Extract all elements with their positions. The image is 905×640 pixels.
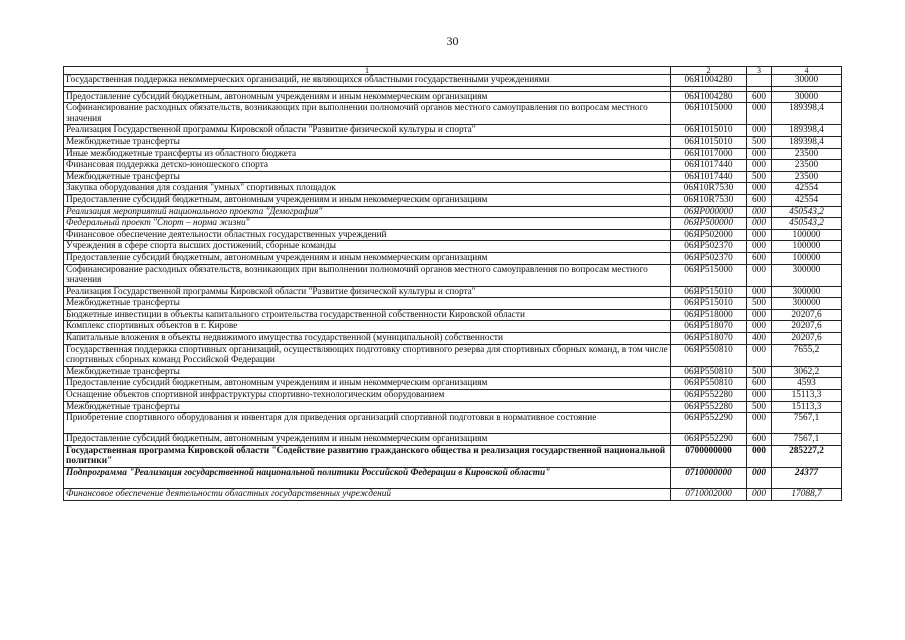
table-row xyxy=(64,136,842,148)
row-name: Межбюджетные трансферты xyxy=(64,401,671,413)
row-vr: 000 xyxy=(747,218,772,230)
row-vr: 000 xyxy=(747,264,772,286)
row-vr: 000 xyxy=(747,445,772,467)
row-sum: 15113,3 xyxy=(772,401,842,413)
row-vr: 000 xyxy=(747,183,772,195)
row-sum: 42554 xyxy=(772,183,842,195)
table-row xyxy=(64,333,842,345)
row-name: Иные межбюджетные трансферты из областного бюджета xyxy=(64,148,671,160)
table-row xyxy=(64,75,842,87)
row-name: Учреждения в сфере спорта высших достижений, сборные команды xyxy=(64,241,671,253)
row-code: 06ЯР502370 xyxy=(671,241,747,253)
row-sum: 7567,1 xyxy=(772,413,842,434)
row-code: 06ЯР502000 xyxy=(671,229,747,241)
table-row xyxy=(64,321,842,333)
row-code: 06ЯР500000 xyxy=(671,218,747,230)
table-row xyxy=(64,366,842,378)
row-name: Предоставление субсидий бюджетным, автономным учреждениям и иным некоммерческим организациям xyxy=(64,434,671,446)
row-name: Предоставление субсидий бюджетным, автономным учреждениям и иным некоммерческим организациям xyxy=(64,194,671,206)
row-code: 06ЯР550810 xyxy=(671,366,747,378)
row-vr: 400 xyxy=(747,333,772,345)
row-vr: 000 xyxy=(747,489,772,501)
row-sum: 300000 xyxy=(772,286,842,298)
row-vr: 500 xyxy=(747,298,772,310)
table-row xyxy=(64,160,842,172)
row-sum: 23500 xyxy=(772,171,842,183)
row-code: 0700000000 xyxy=(671,445,747,467)
row-code: 06Я10R7530 xyxy=(671,194,747,206)
row-vr: 600 xyxy=(747,378,772,390)
row-code: 06ЯР552280 xyxy=(671,401,747,413)
row-name: Федеральный проект "Спорт – норма жизни" xyxy=(64,218,671,230)
row-name: Закупка оборудования для создания "умных" спортивных площадок xyxy=(64,183,671,195)
table-row xyxy=(64,309,842,321)
table-row xyxy=(64,148,842,160)
row-vr: 000 xyxy=(747,286,772,298)
row-sum: 300000 xyxy=(772,298,842,310)
row-name: Финансовая поддержка детско-юношеского спорта xyxy=(64,160,671,172)
budget-table xyxy=(63,66,842,501)
row-code: 0710002000 xyxy=(671,489,747,501)
row-code: 06Я1015000 xyxy=(671,103,747,125)
row-code: 06Я1017440 xyxy=(671,160,747,172)
row-code: 06ЯР552290 xyxy=(671,413,747,434)
row-code: 06ЯР515010 xyxy=(671,286,747,298)
row-code: 06Я1017440 xyxy=(671,171,747,183)
row-vr: 000 xyxy=(747,413,772,434)
row-code: 06ЯР518000 xyxy=(671,309,747,321)
row-name: Предоставление субсидий бюджетным, автономным учреждениям и иным некоммерческим организациям xyxy=(64,91,671,103)
row-sum: 300000 xyxy=(772,264,842,286)
row-name: Реализация Государственной программы Кировской области "Развитие физической культуры и спорта" xyxy=(64,125,671,137)
header-col-1: 1 xyxy=(64,67,671,75)
table-row xyxy=(64,125,842,137)
row-code: 06ЯР552280 xyxy=(671,390,747,402)
row-code: 06Я10R7530 xyxy=(671,183,747,195)
row-name: Комплекс спортивных объектов в г. Кирове xyxy=(64,321,671,333)
row-code: 06ЯР000000 xyxy=(671,206,747,218)
table-row xyxy=(64,344,842,366)
row-name: Государственная программа Кировской области "Содействие развитию гражданского общества и реализация государственной национальной политики" xyxy=(64,445,671,467)
row-name: Межбюджетные трансферты xyxy=(64,366,671,378)
row-vr: 000 xyxy=(747,321,772,333)
row-sum: 20207,6 xyxy=(772,333,842,345)
row-sum: 450543,2 xyxy=(772,218,842,230)
row-sum: 4593 xyxy=(772,378,842,390)
table-row xyxy=(64,445,842,467)
row-vr: 500 xyxy=(747,401,772,413)
row-vr: 000 xyxy=(747,468,772,489)
row-code: 06ЯР550810 xyxy=(671,378,747,390)
table-row xyxy=(64,194,842,206)
row-vr: 500 xyxy=(747,366,772,378)
row-name: Оснащение объектов спортивной инфраструктуры спортивно-технологическим оборудованием xyxy=(64,390,671,402)
table-row xyxy=(64,489,842,501)
table-row xyxy=(64,218,842,230)
row-vr: 600 xyxy=(747,91,772,103)
row-name: Софинансирование расходных обязательств, возникающих при выполнении полномочий органов местного самоуправления по вопросам местного значения xyxy=(64,103,671,125)
row-name: Реализация Государственной программы Кировской области "Развитие физической культуры и спорта" xyxy=(64,286,671,298)
row-vr: 000 xyxy=(747,125,772,137)
row-sum: 20207,6 xyxy=(772,309,842,321)
row-code: 06ЯР515010 xyxy=(671,298,747,310)
row-code: 06ЯР502370 xyxy=(671,252,747,264)
row-name: Приобретение спортивного оборудования и инвентаря для приведения организаций спортивной подготовки в нормативное состояние xyxy=(64,413,671,434)
row-name: Межбюджетные трансферты xyxy=(64,136,671,148)
row-vr: 000 xyxy=(747,309,772,321)
row-code: 06ЯР518070 xyxy=(671,321,747,333)
row-code: 06Я1004280 xyxy=(671,91,747,103)
row-code: 06Я1017000 xyxy=(671,148,747,160)
page-number: 30 xyxy=(446,34,459,48)
row-name: Подпрограмма "Реализация государственной национальной политики Российской Федерации в Кировской области" xyxy=(64,468,671,489)
row-name: Предоставление субсидий бюджетным, автономным учреждениям и иным некоммерческим организациям xyxy=(64,378,671,390)
row-sum: 23500 xyxy=(772,160,842,172)
table-row xyxy=(64,183,842,195)
row-code: 06ЯР552290 xyxy=(671,434,747,446)
row-sum: 17088,7 xyxy=(772,489,842,501)
row-vr: 000 xyxy=(747,229,772,241)
row-vr: 000 xyxy=(747,103,772,125)
row-name: Государственная поддержка спортивных организаций, осуществляющих подготовку спортивного резерва для спортивных сборных команд, в том числе спортивных сборных команд Российской Федерации xyxy=(64,344,671,366)
table-row xyxy=(64,229,842,241)
table-row xyxy=(64,390,842,402)
row-code: 06ЯР518070 xyxy=(671,333,747,345)
row-vr: 000 xyxy=(747,390,772,402)
row-vr: 000 xyxy=(747,148,772,160)
row-sum: 24377 xyxy=(772,468,842,489)
table-row xyxy=(64,252,842,264)
row-sum: 23500 xyxy=(772,148,842,160)
row-vr: 500 xyxy=(747,136,772,148)
table-header-row xyxy=(64,67,842,75)
row-name: Капитальные вложения в объекты недвижимого имущества государственной (муниципальной) собственности xyxy=(64,333,671,345)
header-col-4: 4 xyxy=(772,67,842,75)
row-vr: 000 xyxy=(747,344,772,366)
row-sum: 285227,2 xyxy=(772,445,842,467)
row-sum: 100000 xyxy=(772,252,842,264)
row-name: Финансовое обеспечение деятельности областных государственных учреждений xyxy=(64,489,671,501)
row-name: Государственная поддержка некоммерческих организаций, не являющихся областными государственными учреждениями xyxy=(64,75,671,87)
row-sum: 7655,2 xyxy=(772,344,842,366)
row-sum: 7567,1 xyxy=(772,434,842,446)
row-vr: 600 xyxy=(747,252,772,264)
row-code: 06Я1015010 xyxy=(671,125,747,137)
row-sum: 189398,4 xyxy=(772,136,842,148)
row-name: Бюджетные инвестиции в объекты капитального строительства государственной собственности Кировской области xyxy=(64,309,671,321)
row-name: Финансовое обеспечение деятельности областных государственных учреждений xyxy=(64,229,671,241)
row-code: 06Я1004280 xyxy=(671,75,747,87)
row-code: 06ЯР515000 xyxy=(671,264,747,286)
row-name: Межбюджетные трансферты xyxy=(64,171,671,183)
row-sum: 3062,2 xyxy=(772,366,842,378)
row-name: Предоставление субсидий бюджетным, автономным учреждениям и иным некоммерческим организациям xyxy=(64,252,671,264)
row-vr: 600 xyxy=(747,194,772,206)
row-vr: 500 xyxy=(747,171,772,183)
row-sum: 30000 xyxy=(772,75,842,87)
row-vr xyxy=(747,75,772,87)
row-sum: 30000 xyxy=(772,91,842,103)
table-row xyxy=(64,241,842,253)
table-row xyxy=(64,264,842,286)
row-vr: 000 xyxy=(747,160,772,172)
row-code: 06ЯР550810 xyxy=(671,344,747,366)
row-sum: 100000 xyxy=(772,229,842,241)
table-row xyxy=(64,413,842,434)
table-row xyxy=(64,91,842,103)
table-row xyxy=(64,378,842,390)
row-sum: 450543,2 xyxy=(772,206,842,218)
table-row xyxy=(64,286,842,298)
table-row xyxy=(64,401,842,413)
row-code: 0710000000 xyxy=(671,468,747,489)
row-sum: 42554 xyxy=(772,194,842,206)
table-row xyxy=(64,103,842,125)
row-name: Реализация мероприятий национального проекта "Демография" xyxy=(64,206,671,218)
table-row xyxy=(64,206,842,218)
row-sum: 15113,3 xyxy=(772,390,842,402)
row-name: Межбюджетные трансферты xyxy=(64,298,671,310)
row-vr: 000 xyxy=(747,241,772,253)
header-col-2: 2 xyxy=(671,67,747,75)
row-code: 06Я1015010 xyxy=(671,136,747,148)
row-sum: 100000 xyxy=(772,241,842,253)
row-name: Софинансирование расходных обязательств, возникающих при выполнении полномочий органов местного самоуправления по вопросам местного значения xyxy=(64,264,671,286)
table-row xyxy=(64,434,842,446)
row-sum: 189398,4 xyxy=(772,103,842,125)
row-sum: 20207,6 xyxy=(772,321,842,333)
table-row xyxy=(64,468,842,489)
row-sum: 189398,4 xyxy=(772,125,842,137)
row-vr: 600 xyxy=(747,434,772,446)
table-row xyxy=(64,298,842,310)
header-col-3: 3 xyxy=(747,67,772,75)
row-vr: 000 xyxy=(747,206,772,218)
table-row xyxy=(64,171,842,183)
